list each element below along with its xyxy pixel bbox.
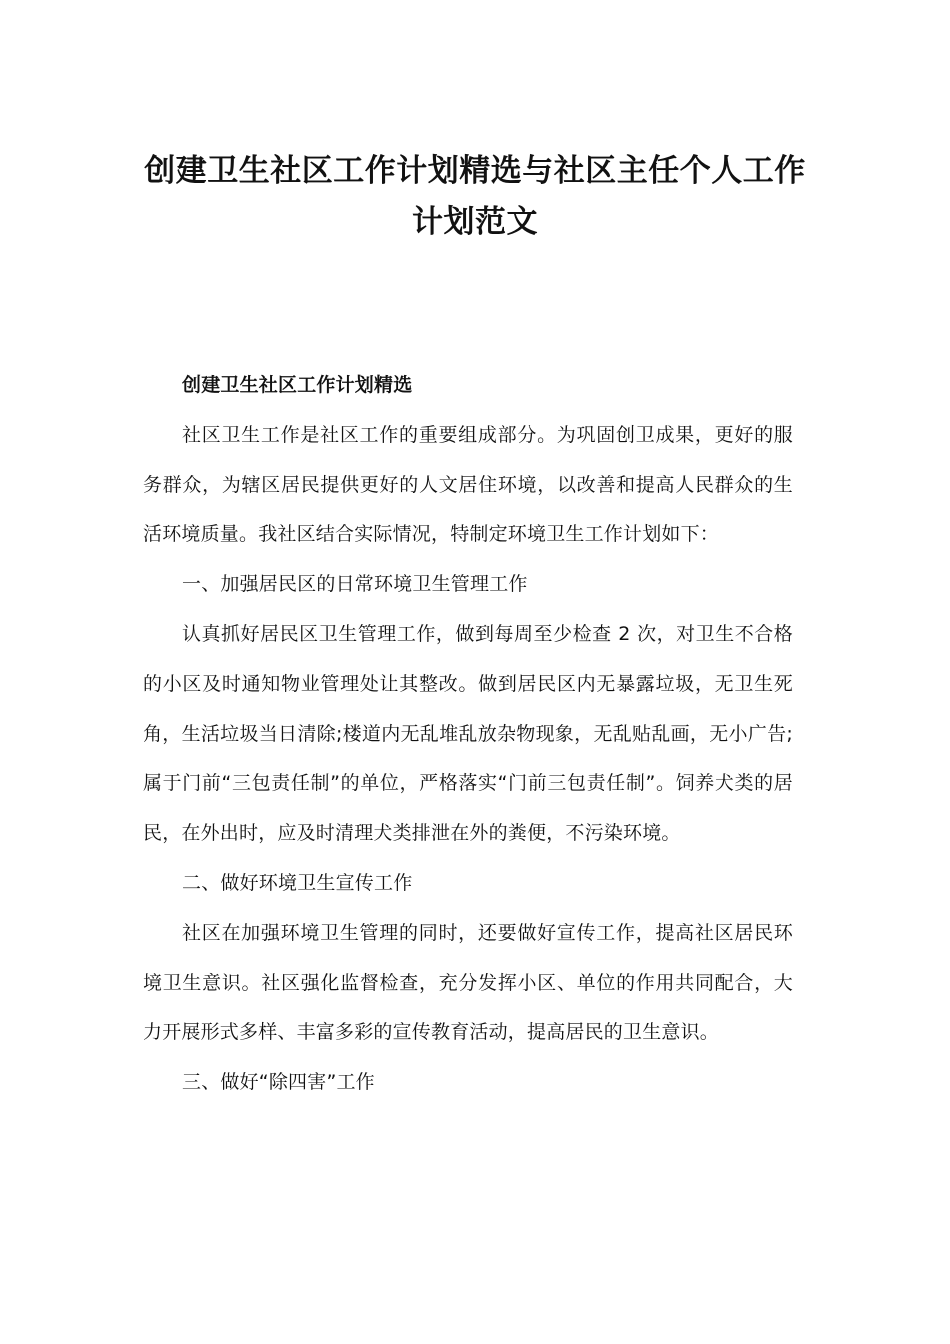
document-body — [143, 361, 793, 1108]
paragraph-intro: 社区卫生工作是社区工作的重要组成部分。为巩固创卫成果，更好的服务群众，为辖区居民提供更好的人文居住环境，以改善和提高人民群众的生活环境质量。我社区结合实际情况，特制定环境卫生工作计划如下： — [143, 423, 793, 546]
paragraph-heading-1: 一、加强居民区的日常环境卫生管理工作 — [182, 573, 528, 596]
section-heading: 创建卫生社区工作计划精选 — [182, 374, 413, 396]
paragraph-body-2: 社区在加强环境卫生管理的同时，还要做好宣传工作，提高社区居民环境卫生意识。社区强化监督检查，充分发挥小区、单位的作用共同配合，大力开展形式多样、丰富多彩的宣传教育活动，提高居民的卫生意识。 — [143, 921, 793, 1044]
paragraph-heading-2: 二、做好环境卫生宣传工作 — [182, 871, 413, 894]
paragraph-heading-3: 三、做好“除四害”工作 — [182, 1071, 375, 1094]
paragraph-body-1: 认真抓好居民区卫生管理工作，做到每周至少检查 2 次，对卫生不合格的小区及时通知物业管理处让其整改。做到居民区内无暴露垃圾，无卫生死角，生活垃圾当日清除;楼道内无乱堆乱放杂物现象，无乱贴乱画，无小广告;属于门前“三包责任制”的单位，严格落实“门前三包责任制”。饲养犬类的居民，在外出时，应及时清理犬类排泄在外的粪便，不污染环境。 — [143, 622, 793, 845]
document-title: 创建卫生社区工作计划精选与社区主任个人工作计划范文 — [144, 153, 806, 240]
